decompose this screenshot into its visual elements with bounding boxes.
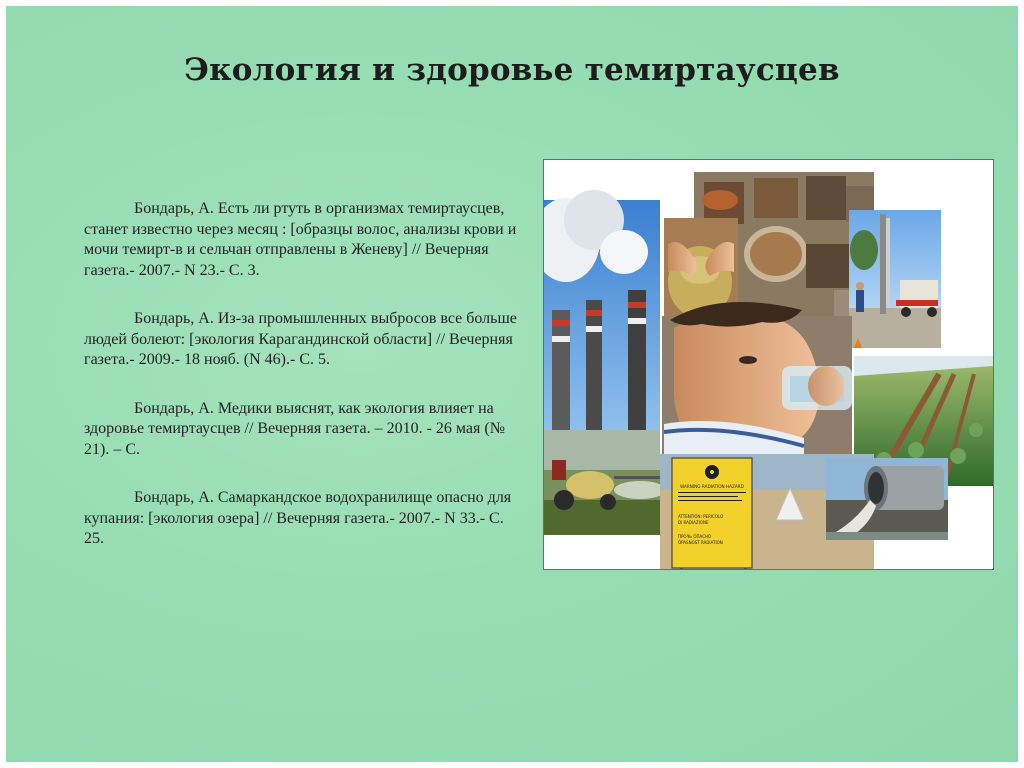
tractor-spraying-photo [544, 430, 666, 535]
sign-heading: WARNING RADIATION HAZARD [680, 484, 744, 489]
reference-4: Бондарь, А. Самаркандское водохранилище опасно для купания: [экология озера] // Вечерняя газета.- 2007.- N 33.- С. 25. [84, 489, 512, 547]
drilling-rig-photo [849, 210, 941, 348]
sign-line-a: DI RADIAZIONE [678, 520, 709, 525]
reference-2: Бондарь, А. Из-за промышленных выбросов все больше людей болеют: [экология Карагандинской области] // Вечерняя газета.- 2009.- 18 нояб. (N 46).- С. 5. [84, 310, 517, 368]
references-list [84, 199, 524, 578]
reference-1: Бондарь, А. Есть ли ртуть в организмах темиртаусцев, станет известно через месяц : [образцы волос, анализы крови и мочи темирт-в и сельчан отправлены в Женеву] // Вечерняя газета.- 2007.- N 23.- С. 3. [84, 200, 517, 279]
chimneys-photo [544, 190, 660, 430]
slide-title: Экология и здоровье темиртаусцев [184, 52, 840, 88]
ecology-photo-collage [543, 159, 994, 570]
reference-3: Бондарь, А. Медики выяснят, как экология влияет на здоровье темиртаусцев // Вечерняя газета. – 2010. - 26 мая (№ 21). – С. [84, 399, 505, 458]
sign-line-c: OPASNOST RADIATION [678, 540, 723, 545]
slide [6, 6, 1018, 762]
sign-line-b: ПРОЧЬ ОПАСНО [678, 534, 712, 539]
sign-line-top: ATTENTION: PERICOLO [678, 514, 724, 519]
sewage-pipe-photo [826, 458, 948, 540]
radiation-trefoil-icon [705, 465, 719, 479]
child-drinking-water-photo [662, 302, 852, 456]
